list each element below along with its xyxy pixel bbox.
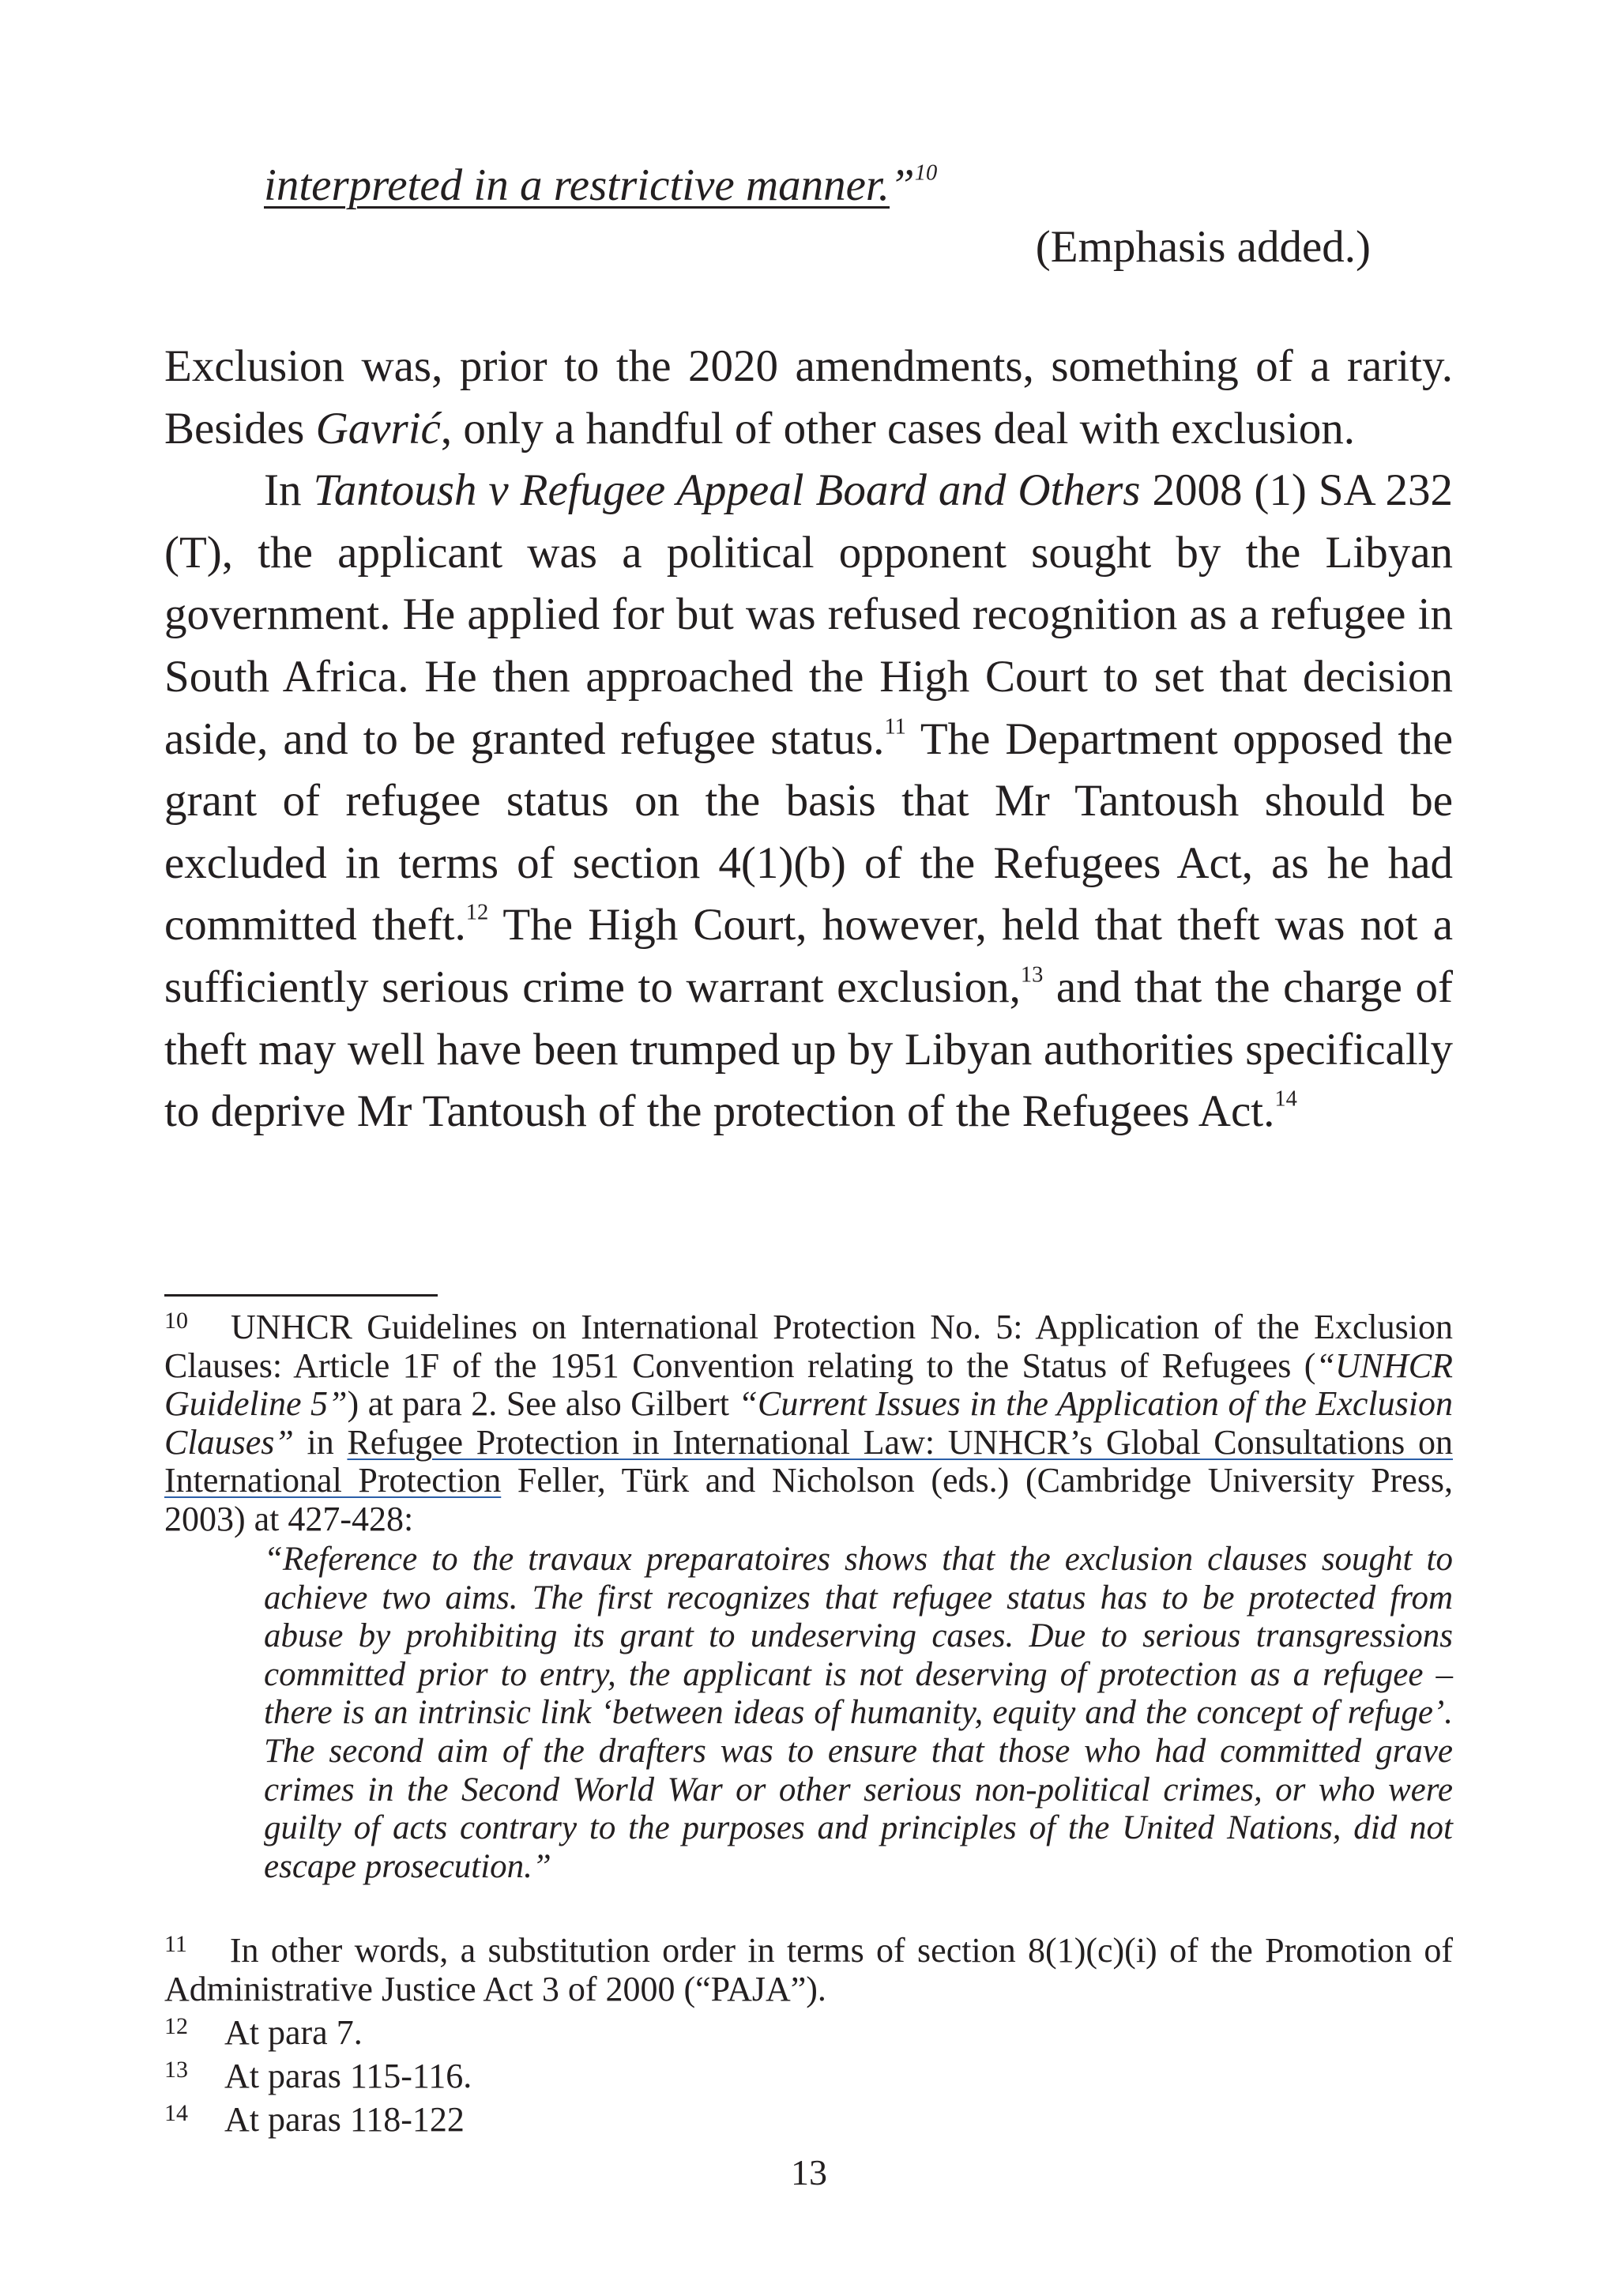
footnote-14: 14 At paras 118-122 (164, 2100, 465, 2139)
footnote-11-text: In other words, a substitution order in terms of section 8(1)(c)(i) of the Promotion of Administrative Justice Act 3 of 2000 (“PAJA”). (164, 1931, 1453, 2008)
paragraph-2-text-d: The High Court, however, held that theft was not a sufficiently serious crime to warrant exclusion, (164, 900, 1454, 1012)
case-name-gavric: Gavrić (315, 403, 441, 454)
case-name-tantoush: Tantoush v Refugee Appeal Board and Others (313, 465, 1141, 516)
footnote-10-block-quote: “Reference to the travaux preparatoires shows that the exclusion clauses sought to achieve two aims. The first recognizes that refugee status has to be protected from abuse by prohibiting its grant to undeserving cases. Due to serious transgressions committed prior to entry, the applicant is not deserving of protection as a refugee – there is an intrinsic link ‘between ideas of humanity, equity and the concept of refuge’. The second aim of the drafters was to ensure that those who had committed grave crimes in the Second World War or other serious non-political crimes, or who were guilty of acts contrary to the purposes and principles of the United Nations, did not escape prosecution.” (264, 1541, 1453, 1885)
body-text (164, 336, 1453, 1143)
quote-tail-text: interpreted in a restrictive manner. (264, 160, 890, 210)
footnote-number: 10 (164, 1308, 188, 1334)
paragraph-2 (164, 460, 1453, 1143)
footnote-divider (164, 1294, 438, 1297)
paragraph-1-text-b: , only a handful of other cases deal with exclusion. (440, 403, 1355, 454)
quote-tail-close: ” (890, 160, 915, 210)
footnote-ref-13[interactable]: 13 (1020, 962, 1044, 988)
footnote-13: 13 At paras 115-116. (164, 2057, 472, 2095)
paragraph-2-text-e: and that the charge of theft may well have been trumped up by Libyan authorities specifically to deprive Mr Tantoush of the protection of the Refugees Act. (164, 962, 1453, 1137)
paragraph-1 (164, 336, 1453, 460)
footnote-10-text-a: UNHCR Guidelines on International Protection No. 5: Application of the Exclusion Clauses: Article 1F of the 1951 Convention relating to the Status of Refugees ( (164, 1308, 1453, 1385)
quote-tail (264, 150, 937, 221)
footnote-number: 11 (164, 1931, 187, 1957)
footnote-11 (164, 1932, 1453, 2008)
footnote-ref-10[interactable]: 10 (914, 160, 938, 186)
footnote-ref-14[interactable]: 14 (1274, 1086, 1297, 1112)
footnote-14-text: At paras 118-122 (224, 2100, 465, 2139)
paragraph-1-text-a: Exclusion was, prior to the 2020 amendments, something of a rarity. Besides (164, 341, 1453, 454)
footnote-10-book-link[interactable]: Refugee Protection in International Law: UNHCR’s Global Consultations on International Protection (164, 1422, 1453, 1500)
footnote-ref-11[interactable]: 11 (884, 713, 906, 739)
footnote-10-text-c: ) at para 2. See also Gilbert (347, 1384, 739, 1423)
footnote-10-text-e: in (293, 1422, 348, 1462)
footnote-10-article-title: “Current Issues in the Application of the Exclusion Clauses” (164, 1384, 1454, 1462)
footnote-12: 12 At para 7. (164, 2013, 363, 2052)
footnote-13-text: At paras 115-116. (224, 2057, 472, 2095)
paragraph-2-text-b: 2008 (1) SA 232 (T), the applicant was a political opponent sought by the Libyan government. He applied for but was refused recognition as a refugee in South Africa. He then approached the High Court to set that decision aside, and to be granted refugee status. (164, 465, 1453, 764)
emphasis-note: (Emphasis added.) (1035, 222, 1371, 272)
paragraph-2-text-a: In (264, 465, 314, 516)
footnote-12-text: At para 7. (224, 2013, 363, 2052)
footnote-10-short-title: “UNHCR Guideline 5” (164, 1346, 1453, 1423)
footnote-10 (164, 1308, 1453, 1538)
footnote-10-text-f: Feller, Türk and Nicholson (eds.) (Cambridge University Press, 2003) at 427-428: (164, 1461, 1453, 1538)
paragraph-2-text-c: The Department opposed the grant of refugee status on the basis that Mr Tantoush should be excluded in terms of section 4(1)(b) of the Refugees Act, as he had committed theft. (164, 713, 1453, 950)
footnote-ref-12[interactable]: 12 (465, 900, 489, 925)
page-number: 13 (791, 2152, 827, 2192)
